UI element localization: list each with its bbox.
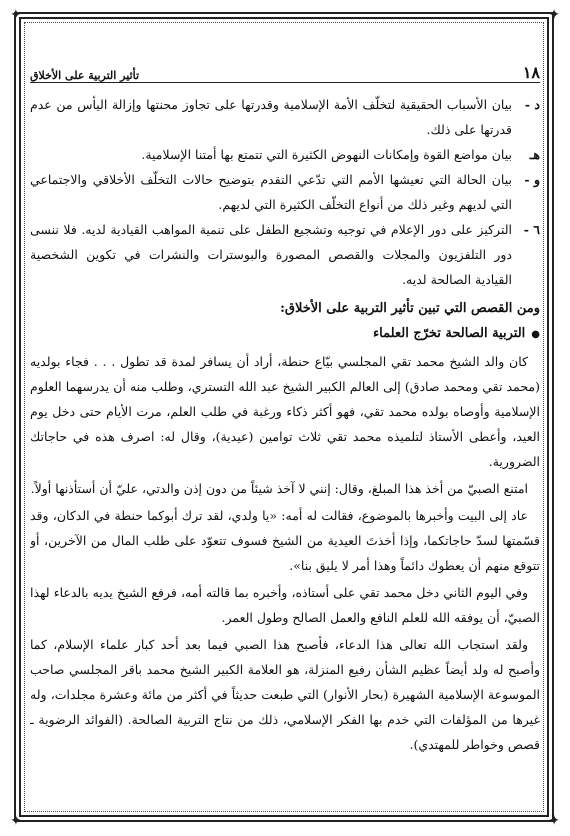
paragraph: وفي اليوم الثاني دخل محمد تقي على أستاذه، وأخبره بما قالته أمه، فرفع الشيخ يديه بالدعاء لهذا الصبيّ، أن يوفقه الله للعلم النافع والعمل الصالح وطول العمر.: [30, 585, 540, 625]
story-subtitle: [30, 321, 540, 347]
subtitle-text: التربية الصالحة تخرّج العلماء: [373, 326, 526, 341]
numbered-list: [30, 92, 540, 292]
list-item-text: التركيز على دور الإعلام في توجيه وتشجيع الطفل على تنمية المواهب القيادية لديه. فلا ننسى دور التلفزيون والمجلات والقصص المصورة والبوسترات والنشرات في تكوين الشخصية القيادية الصالحة لديه.: [30, 222, 512, 287]
list-item-text: بيان الحالة التي تعيشها الأمم التي تدّعي التقدم بتوضيح حالات التخلّف الأخلاقي والاجتماعي التي لديهم وغير ذلك من أنواع التخلّف الكثيرة التي لديهم.: [30, 172, 512, 212]
corner-ornament-icon: ✦: [548, 7, 560, 23]
corner-ornament-icon: ✦: [548, 813, 560, 829]
paragraph: امتنع الصبيّ من أخذ هذا المبلغ، وقال: إنني لا آخذ شيئاً من دون إذن والدتي، عليّ أن أستأذنها أولاً.: [30, 481, 528, 496]
list-item: [30, 142, 540, 167]
page-content: [30, 60, 540, 806]
paragraph: عاد إلى البيت وأخبرها بالموضوع، فقالت له أمه: «يا ولدي، لقد ترك أبوكما حنطة في الدكان، وقد قسّمتها لسدّ حاجاتكما، وإذا أخذتَ العيدية من الشيخ فسوف تتعوّد على طلب المال من الآخرين، أو تتوقع منهم أن يعطوك دائماً وهذا أمر لا يليق بنا».: [30, 508, 540, 573]
list-item: [30, 167, 540, 217]
list-marker: هـ: [529, 147, 540, 162]
list-item-text: بيان الأسباب الحقيقية لتخلّف الأمة الإسلامية وقدرتها على تجاوز محنتها وإزالة اليأس من عدم قدرتها على ذلك.: [30, 97, 512, 137]
list-marker: و -: [524, 172, 540, 187]
bullet-icon: ●: [531, 329, 540, 340]
running-title: تأثير التربية على الأخلاق: [30, 69, 140, 82]
paragraph: كان والد الشيخ محمد تقي المجلسي بيّاع حنطة، أراد أن يسافر لمدة قد تطول . . . فجاء بولديه (محمد تقي ومحمد صادق) إلى العالم الكبير الشيخ عبد الله التستري، وطلب منه أن يدرسهما العلوم الإسلامية وأوصاه بولده محمد تقي، فهو أكثر ذكاء ورغبة في طلب العلم، مرت الأيام حتى دخل يوم العيد، وأعطى الأستاذ لتلميذه محمد تقي ثلاث توامين (عيدية)، وقال له: اصرف هذه في حاجاتك الضرورية.: [30, 354, 540, 469]
list-item: [30, 92, 540, 142]
page-number: ١٨: [522, 63, 540, 82]
list-item: [30, 217, 540, 292]
paragraph: ولقد استجاب الله تعالى هذا الدعاء، فأصبح هذا الصبي فيما بعد أحد كبار علماء الإسلام، كما وأصبح له ولد أيضاً عظيم الشأن رفيع المنزلة، هو العلامة الكبير الشيخ محمد باقر المجلسي صاحب الموسوعة الإسلامية الشهيرة (بحار الأنوار) التي طبعت حديثاً في أكثر من مائة وعشرة مجلدات، وله غيرها من المؤلفات التي خدم بها الفكر الإسلامي، ذلك من نتاج التربية الصالحة. (الفوائد الرضوية ـ قصص وخواطر للمهتدي).: [30, 637, 540, 752]
section-heading: ومن القصص التي تبين تأثير التربية على الأخلاق:: [280, 301, 540, 316]
list-marker: ٦ -: [523, 222, 540, 237]
list-item-text: بيان مواضع القوة وإمكانات النهوض الكثيرة التي تتمتع بها أمتنا الإسلامية.: [141, 147, 512, 162]
corner-ornament-icon: ✦: [10, 813, 22, 829]
corner-ornament-icon: ✦: [10, 7, 22, 23]
list-marker: د -: [524, 97, 540, 112]
